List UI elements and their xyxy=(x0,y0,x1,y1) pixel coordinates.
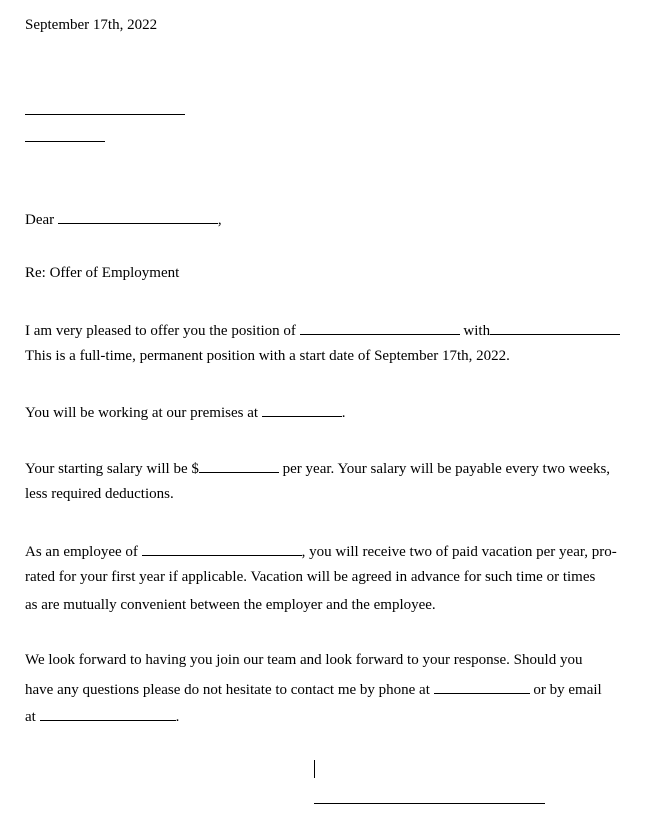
company-blank xyxy=(490,320,620,335)
letter-date: September 17th, 2022 xyxy=(25,17,158,33)
p4-text-b: , you will receive two of paid vacation per year, pro- xyxy=(301,544,617,560)
paragraph-5-line-1: We look forward to having you join our team and look forward to your response. Should you xyxy=(25,652,583,668)
paragraph-3-line-2: less required deductions. xyxy=(25,486,174,502)
paragraph-5-line-3 xyxy=(25,706,179,726)
paragraph-3-line-1 xyxy=(25,458,610,478)
signature-line xyxy=(314,803,545,804)
paragraph-2 xyxy=(25,402,346,422)
phone-blank xyxy=(434,679,530,694)
p1-text-a: I am very pleased to offer you the position of xyxy=(25,323,300,339)
p2-text-b: . xyxy=(341,405,346,421)
text-cursor[interactable] xyxy=(314,760,315,778)
salutation xyxy=(25,209,222,229)
paragraph-1-line-1 xyxy=(25,320,620,340)
position-blank xyxy=(300,320,460,335)
p4-text-a: As an employee of xyxy=(25,544,142,560)
p5-text-d: . xyxy=(175,709,180,725)
premises-blank xyxy=(262,402,342,417)
paragraph-4-line-1 xyxy=(25,541,617,561)
paragraph-1-line-2: This is a full-time, permanent position with a start date of September 17th, 2022. xyxy=(25,348,510,364)
email-blank xyxy=(40,706,176,721)
subject-line: Re: Offer of Employment xyxy=(25,265,180,281)
recipient-name-blank xyxy=(25,114,185,115)
salutation-prefix: Dear xyxy=(25,212,58,228)
p1-text-b: with xyxy=(459,323,491,339)
employer-blank xyxy=(142,541,302,556)
p3-text-a: Your starting salary will be $ xyxy=(25,461,199,477)
paragraph-4-line-2: rated for your first year if applicable. Vacation will be agreed in advance for such time or times xyxy=(25,569,596,585)
p5-text-a: have any questions please do not hesitate to contact me by phone at xyxy=(25,682,434,698)
p2-text-a: You will be working at our premises at xyxy=(25,405,262,421)
p5-text-c: at xyxy=(25,709,40,725)
salutation-name-blank xyxy=(58,209,218,224)
p5-text-b: or by email xyxy=(529,682,602,698)
p3-text-b: per year. Your salary will be payable every two weeks, xyxy=(278,461,611,477)
salutation-suffix: , xyxy=(217,212,222,228)
recipient-address-blank xyxy=(25,141,105,142)
paragraph-4-line-3: as are mutually convenient between the employer and the employee. xyxy=(25,597,436,613)
paragraph-5-line-2 xyxy=(25,679,602,699)
salary-blank xyxy=(199,458,279,473)
